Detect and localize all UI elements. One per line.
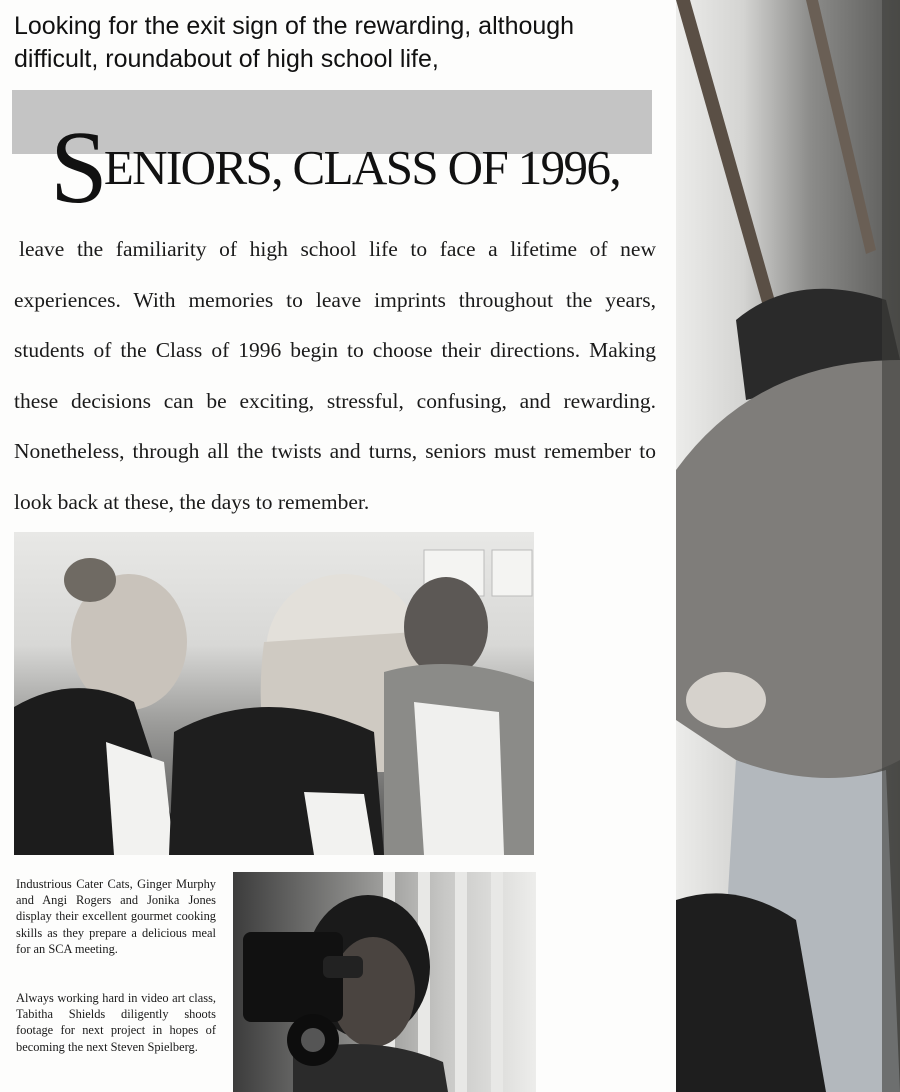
headline-text: ENIORS, CLASS OF 1996, <box>103 140 620 195</box>
headline-dropcap: S <box>50 110 108 225</box>
student-photo-art <box>676 0 900 1092</box>
intro-lead-text: Looking for the exit sign of the rewarding, although difficult, roundabout of high school life, <box>14 12 575 73</box>
kitchen-photo-art <box>14 532 534 855</box>
kitchen-photo <box>14 532 534 855</box>
video-class-photo-art <box>233 872 536 1092</box>
page-headline <box>50 110 670 225</box>
student-photo-right <box>676 0 900 1092</box>
caption-kitchen-photo: Industrious Cater Cats, Ginger Murphy and Angi Rogers and Jonika Jones display their excellent gourmet cooking skills as they prepare a delicious meal for an SCA meeting. <box>16 877 216 956</box>
body-paragraph: leave the familiarity of high school life to face a lifetime of new experiences. With memories to leave imprints throughout the years, students of the Class of 1996 begin to choose their directions. Making these decisions can be exciting, stressful, confusing, and rewarding. Nonetheless, through all the twists and turns, seniors must remember to look back at these, the days to remember. <box>14 237 656 514</box>
caption-video-photo: Always working hard in video art class, Tabitha Shields diligently shoots footage for next project in hopes of becoming the next Steven Spielberg. <box>16 991 216 1054</box>
video-class-photo <box>233 872 536 1092</box>
